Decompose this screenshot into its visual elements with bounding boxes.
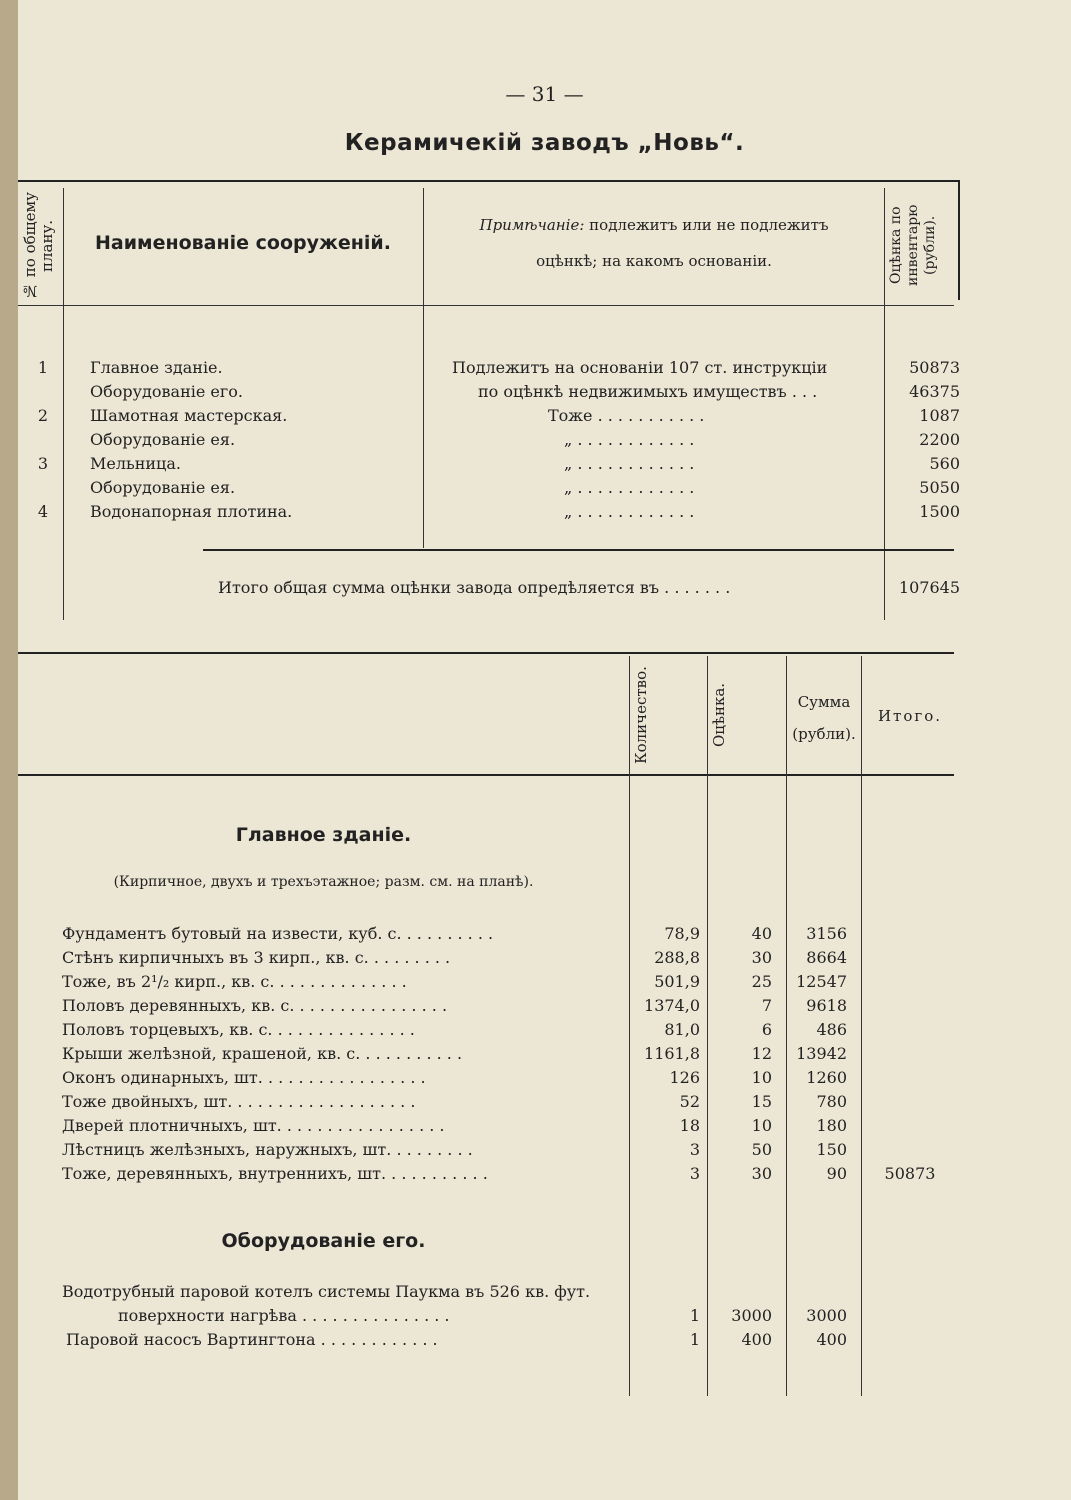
section-title-main-building: Главное зданіе. (235, 824, 412, 846)
row-no: 2 (37, 406, 49, 425)
header-structure-name: Наименованіе сооруженій. (95, 232, 391, 254)
row-no: 4 (37, 502, 49, 521)
header-rate: Оцѣнка. (710, 682, 728, 748)
item-qty: 52 (679, 1092, 700, 1111)
item-sum: 12547 (796, 972, 847, 991)
item-sum: 180 (816, 1116, 847, 1135)
item-label: Водотрубный паровой котелъ системы Паукма въ 526 кв. фут. (62, 1282, 591, 1301)
item-qty: 126 (669, 1068, 700, 1087)
item-label: Половъ деревянныхъ, кв. с. . . . . . . . . . . . . . . . (62, 996, 448, 1015)
item-sum: 1260 (806, 1068, 847, 1087)
header-sum: Сумма (рубли). (792, 693, 856, 743)
document-page (18, 0, 1071, 1500)
item-label: Лѣстницъ желѣзныхъ, наружныхъ, шт. . . . . . . . . (62, 1140, 473, 1159)
note-label: Примѣчаніе: (479, 216, 585, 234)
item-qty: 1 (689, 1330, 700, 1349)
item-sum: 3156 (806, 924, 847, 943)
item-qty: 78,9 (664, 924, 700, 943)
row-value: 1500 (919, 502, 960, 521)
header-total: Итого. (877, 707, 943, 725)
item-qty: 18 (679, 1116, 700, 1135)
item-sum: 3000 (806, 1306, 847, 1325)
row-value: 2200 (919, 430, 960, 449)
row-name: Водонапорная плотина. (90, 502, 293, 521)
item-qty: 81,0 (664, 1020, 700, 1039)
item-qty: 1161,8 (644, 1044, 700, 1063)
item-rate: 50 (751, 1140, 772, 1159)
page-title: Керамичекій заводъ „Новь“. (344, 130, 745, 156)
item-label: Оконъ одинарныхъ, шт. . . . . . . . . . . . . . . . . (62, 1068, 426, 1087)
item-label: Половъ торцевыхъ, кв. с. . . . . . . . . . . . . . . (62, 1020, 415, 1039)
item-label: Тоже, въ 2¹/₂ кирп., кв. с. . . . . . . . . . . . . . (62, 972, 407, 991)
row-value: 1087 (919, 406, 960, 425)
item-rate: 30 (751, 948, 772, 967)
item-qty: 501,9 (654, 972, 700, 991)
row-note: по оцѣнкѣ недвижимыхъ имуществъ . . . (478, 382, 818, 401)
row-note: „ . . . . . . . . . . . . (564, 430, 695, 449)
item-rate: 10 (751, 1068, 772, 1087)
item-sum: 150 (816, 1140, 847, 1159)
row-name: Мельница. (90, 454, 181, 473)
row-no: 1 (37, 358, 49, 377)
row-name: Главное зданіе. (90, 358, 223, 377)
item-label: Паровой насосъ Вартингтона . . . . . . . . . . . . (66, 1330, 438, 1349)
item-rate: 3000 (731, 1306, 772, 1325)
row-name: Оборудованіе ея. (90, 478, 236, 497)
item-label: Тоже двойныхъ, шт. . . . . . . . . . . . . . . . . . . (62, 1092, 416, 1111)
note-text: подлежитъ или не подлежитъ (589, 216, 829, 234)
item-rate: 30 (751, 1164, 772, 1183)
item-rate: 7 (761, 996, 772, 1015)
row-name: Оборудованіе ея. (90, 430, 236, 449)
row-note: Подлежитъ на основаніи 107 ст. инструкціи (452, 358, 828, 377)
item-qty: 3 (689, 1140, 700, 1159)
item-qty: 288,8 (654, 948, 700, 967)
section-title-equipment: Оборудованіе его. (221, 1230, 426, 1252)
item-rate: 6 (761, 1020, 772, 1039)
header-note-line1 (428, 216, 880, 234)
item-sum: 780 (816, 1092, 847, 1111)
row-value: 46375 (909, 382, 960, 401)
item-sum: 9618 (806, 996, 847, 1015)
item-sum: 486 (816, 1020, 847, 1039)
header-quantity: Количество. (632, 666, 650, 764)
header-plan-number: № по общему плану. (21, 192, 56, 300)
item-sum: 13942 (796, 1044, 847, 1063)
row-note: „ . . . . . . . . . . . . (564, 502, 695, 521)
item-label: Крыши желѣзной, крашеной, кв. с. . . . . . . . . . . (62, 1044, 463, 1063)
item-rate: 15 (751, 1092, 772, 1111)
row-no: 3 (37, 454, 49, 473)
item-rate: 25 (751, 972, 772, 991)
item-label: Дверей плотничныхъ, шт. . . . . . . . . . . . . . . . . (62, 1116, 445, 1135)
total-label: Итого общая сумма оцѣнки завода опредѣляется въ . . . . . . . (218, 578, 731, 597)
header-inventory-value: Оцѣнка по инвентарю (рубли). (888, 204, 938, 286)
item-label: Фундаментъ бутовый на извести, куб. с. . . . . . . . . . (62, 924, 494, 943)
row-name: Шамотная мастерская. (90, 406, 288, 425)
item-rate: 10 (751, 1116, 772, 1135)
section-subtitle: (Кирпичное, двухъ и трехъэтажное; разм. см. на планѣ). (113, 874, 534, 890)
item-total: 50873 (884, 1164, 936, 1183)
row-note: „ . . . . . . . . . . . . (564, 454, 695, 473)
item-qty: 3 (689, 1164, 700, 1183)
item-rate: 400 (741, 1330, 772, 1349)
row-value: 560 (929, 454, 960, 473)
total-value: 107645 (898, 578, 960, 597)
row-name: Оборудованіе его. (90, 382, 243, 401)
header-note-line2: оцѣнкѣ; на какомъ основаніи. (536, 252, 772, 270)
row-note: Тоже . . . . . . . . . . . (548, 406, 705, 425)
page-number: — 31 — (505, 82, 584, 106)
item-rate: 40 (751, 924, 772, 943)
item-label: Стѣнъ кирпичныхъ въ 3 кирп., кв. с. . . . . . . . . (62, 948, 451, 967)
item-sum: 90 (826, 1164, 847, 1183)
item-rate: 12 (751, 1044, 772, 1063)
item-sum: 400 (816, 1330, 847, 1349)
row-value: 50873 (909, 358, 960, 377)
item-sum: 8664 (806, 948, 847, 967)
item-label: Тоже, деревянныхъ, внутреннихъ, шт. . . . . . . . . . . (62, 1164, 488, 1183)
row-value: 5050 (919, 478, 960, 497)
row-note: „ . . . . . . . . . . . . (564, 478, 695, 497)
item-qty: 1 (689, 1306, 700, 1325)
item-label-continued: поверхности нагрѣва . . . . . . . . . . . . . . . (118, 1306, 450, 1325)
item-qty: 1374,0 (644, 996, 700, 1015)
